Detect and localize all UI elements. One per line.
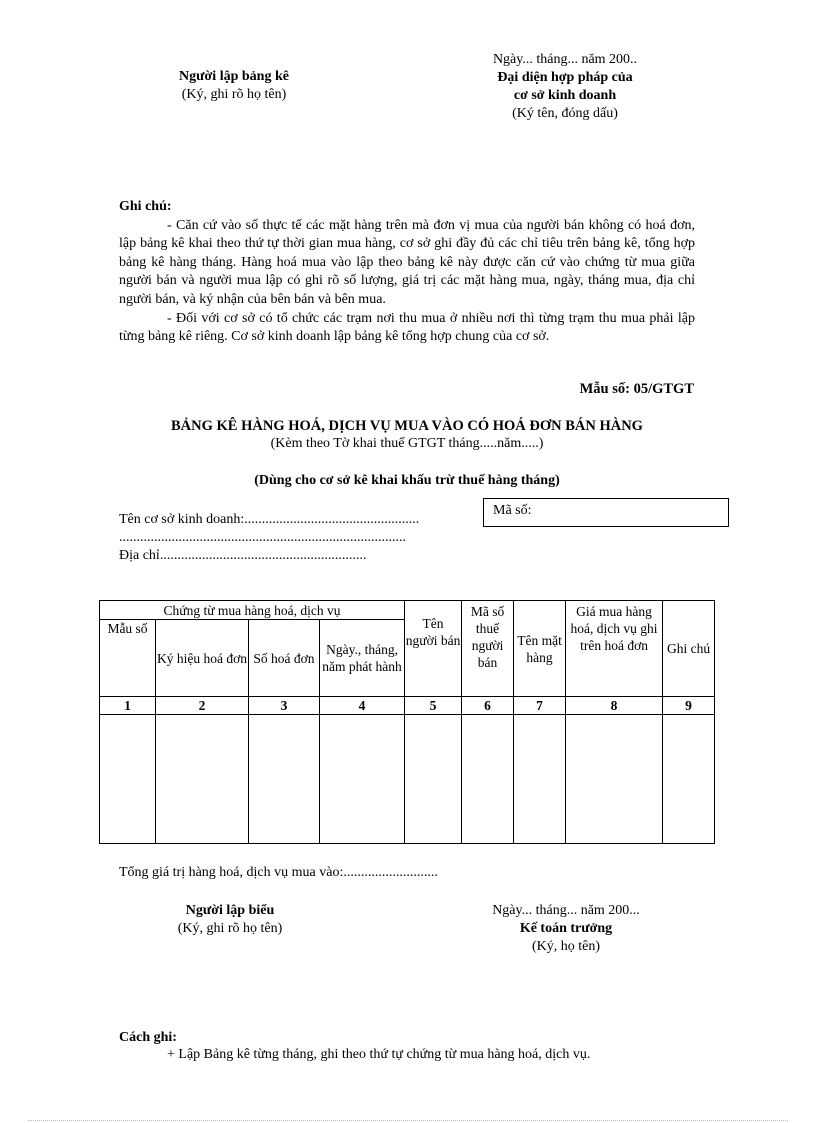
header-notes: Ghi chú: [663, 601, 715, 697]
page-bottom-divider: [28, 1120, 788, 1121]
column-number-row: [100, 697, 715, 715]
header-seller-tax-code: Mã số thuế người bán: [462, 601, 514, 697]
bottom-date-line: Ngày... tháng... năm 200...: [492, 903, 640, 918]
legal-rep-title-line1: Đại diện hợp pháp của: [497, 70, 633, 85]
column-number: 3: [249, 697, 320, 715]
legal-rep-title-line2: cơ sở kinh doanh: [513, 88, 617, 103]
notes-paragraph-1: - Căn cứ vào số thực tế các mặt hàng trên mà đơn vị mua của người bán không có hoá đơn, lập bảng kê khai theo thứ tự thời gian mua hàng, cơ sở ghi đầy đủ các chỉ tiêu trên bảng kê, tổng hợp bảng kê hàng tháng. Hàng hoá mua vào lập theo bảng kê này được căn cứ vào chứng từ mua giữa người bán và người mua lập có ghi rõ số lượng, giá trị các mặt hàng mua, ngày, tháng mua, địa chỉ người bán, và ký nhận của bên bán và bên mua.: [119, 217, 695, 307]
form-code: Mẫu số: 05/GTGT: [579, 381, 694, 397]
top-left-signature: [150, 68, 318, 104]
legal-rep-sign-note: (Ký tên, đóng dấu): [512, 106, 618, 121]
column-number: 7: [514, 697, 566, 715]
total-purchase-value: Tổng giá trị hàng hoá, dịch vụ mua vào:...........................: [119, 865, 438, 880]
header-item-name: Tên mặt hàng: [514, 601, 566, 697]
document-title: BẢNG KÊ HÀNG HOÁ, DỊCH VỤ MUA VÀO CÓ HOÁ ĐƠN BÁN HÀNG: [171, 418, 643, 434]
bottom-right-signature: [466, 902, 666, 956]
business-name-continuation: ..................................................................................: [119, 530, 406, 545]
table-cell: [249, 715, 320, 844]
document-group-header: Chứng từ mua hàng hoá, dịch vụ: [100, 601, 405, 620]
table-cell: [566, 715, 663, 844]
table-cell: [514, 715, 566, 844]
form-preparer-sign-note: (Ký, ghi rõ họ tên): [177, 921, 283, 936]
column-number: 8: [566, 697, 663, 715]
notes-paragraph-2: - Đối với cơ sở có tổ chức các trạm nơi thu mua ở nhiều nơi thì từng trạm thu mua phải lập từng bảng kê riêng. Cơ sở kinh doanh lập bảng kê tổng hợp chung của cơ sở.: [119, 310, 695, 345]
tax-code-box: [483, 498, 729, 527]
column-number: 1: [100, 697, 156, 715]
header-form-number: Mẫu số: [100, 620, 156, 697]
instructions-line-1: + Lập Bảng kê từng tháng, ghi theo thứ tự chứng từ mua hàng hoá, dịch vụ.: [167, 1047, 591, 1062]
header-invoice-number: Số hoá đơn: [249, 620, 320, 697]
header-purchase-price: Giá mua hàng hoá, dịch vụ ghi trên hoá đơn: [566, 601, 663, 697]
column-number: 4: [320, 697, 405, 715]
preparer-sign-note: (Ký, ghi rõ họ tên): [181, 87, 287, 102]
tax-code-label: Mã số:: [493, 503, 532, 518]
address-field: Địa chỉ...........................................................: [119, 548, 367, 563]
chief-accountant-sign-note: (Ký, họ tên): [531, 939, 601, 954]
table-cell: [462, 715, 514, 844]
top-date-line: Ngày... tháng... năm 200..: [492, 52, 638, 67]
instructions-heading: Cách ghi:: [119, 1030, 177, 1045]
preparer-title: Người lập bảng kê: [179, 69, 289, 84]
notes-heading: Ghi chú:: [119, 199, 172, 214]
header-row-1: [100, 601, 715, 620]
column-number: 6: [462, 697, 514, 715]
form-preparer-title: Người lập biểu: [185, 903, 275, 918]
chief-accountant-title: Kế toán trưởng: [519, 921, 613, 936]
table-cell: [320, 715, 405, 844]
notes-section: [119, 198, 695, 347]
purchase-table: [99, 600, 715, 844]
header-issue-date: Ngày., tháng, năm phát hành: [320, 620, 405, 697]
header-seller-name: Tên người bán: [405, 601, 462, 697]
column-number: 5: [405, 697, 462, 715]
table-cell: [156, 715, 249, 844]
business-name-field: Tên cơ sở kinh doanh:..................................................: [119, 512, 420, 527]
header-invoice-symbol: Ký hiệu hoá đơn: [156, 620, 249, 697]
table-cell: [100, 715, 156, 844]
usage-note: (Dùng cho cơ sở kê khai khấu trừ thuế hàng tháng): [254, 473, 560, 488]
bottom-left-signature: [146, 902, 314, 938]
column-number: 2: [156, 697, 249, 715]
column-number: 9: [663, 697, 715, 715]
table-cell: [405, 715, 462, 844]
table-row: [100, 715, 715, 844]
table-cell: [663, 715, 715, 844]
document-subtitle: (Kèm theo Tờ khai thuế GTGT tháng.....năm.....): [270, 436, 544, 451]
top-right-signature: [460, 51, 670, 123]
